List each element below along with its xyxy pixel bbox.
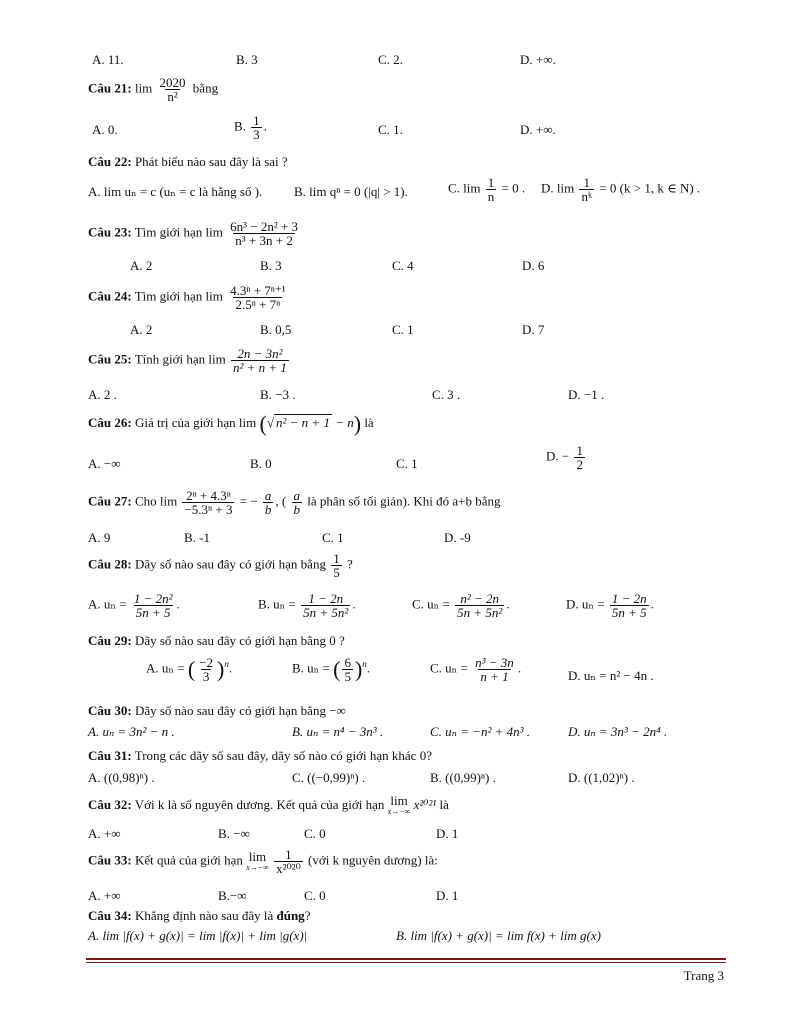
question-text: Phát biểu nào sau đây là sai ?: [134, 154, 288, 169]
option-b: B. 3: [260, 258, 282, 273]
question-29: [88, 633, 345, 649]
option-d: D. 1: [436, 888, 459, 903]
question-text: Dãy số nào sau đây có giới hạn bằng: [134, 556, 326, 572]
question-30: [88, 703, 346, 719]
option-a: A. 2: [130, 258, 153, 273]
question-text: lim: [134, 80, 153, 96]
option-b: B. lim qⁿ = 0 (|q| > 1).: [294, 184, 408, 199]
sqrt-expression: n² − n + 1: [276, 414, 330, 430]
footer-rule: [86, 958, 726, 960]
fraction: $\frac{\text{2ⁿ + 4.3ⁿ}}{\text{−5.3ⁿ + 3}}$: [184, 488, 233, 517]
question-34: Câu 34: Khẳng định nào sau đây là đúng?: [88, 908, 311, 923]
option-b: B. uₙ = ( $\frac{6}{5}$ )$^n$.: [292, 655, 371, 684]
question-label: Câu 25:: [88, 351, 132, 367]
option-c: C. 1: [396, 456, 418, 471]
option-a: A. 2: [130, 322, 153, 337]
question-28: Câu 28: Dãy số nào sau đây có giới hạn bằng $\frac{1}{5}$ ?: [88, 551, 353, 580]
option-b: B. −∞: [218, 826, 250, 841]
page-number: Trang 3: [683, 968, 724, 983]
option-a: A. 0.: [92, 122, 118, 137]
option-d: D. lim $\frac{1}{\text{nᵏ}}$ = 0 (k > 1, k ∈ N) .: [541, 175, 701, 204]
option-d: D. ((1,02)ⁿ) .: [568, 770, 635, 785]
question-label: Câu 33:: [88, 852, 132, 868]
question-label: Câu 21:: [88, 80, 132, 96]
option-d: D. − $\frac{1}{2}$: [546, 443, 583, 472]
question-32: Câu 32: Với k là số nguyên dương. Kết quả của giới hạn lim x→−∞ x²⁰²¹ là: [88, 793, 449, 816]
question-text: Tìm giới hạn lim: [134, 288, 223, 304]
options-29: [0, 656, 792, 696]
option-a: A. lim uₙ = c (uₙ = c là hằng số ).: [88, 184, 263, 199]
question-text-post: bằng: [192, 80, 219, 96]
option-a: A. −∞: [88, 456, 121, 471]
question-label: Câu 27:: [88, 493, 132, 509]
option-c: C. 1.: [378, 122, 403, 137]
option-b: B. 3: [236, 52, 258, 67]
option-a: A. +∞: [88, 888, 121, 903]
option-d: D. uₙ = 3n³ − 2n⁴ .: [568, 724, 668, 739]
option-c: C. 2.: [378, 52, 403, 67]
options-26: [0, 444, 792, 484]
option-a: A. uₙ = $\frac{\text{1 − 2n²}}{5n + 5}$ .: [88, 591, 180, 620]
question-text: Với k là số nguyên dương. Kết quả của giới hạn: [134, 796, 385, 812]
option-a: A. uₙ = 3n² − n .: [88, 724, 175, 739]
option-c: C. 1: [392, 322, 414, 337]
question-25: [88, 347, 291, 374]
option-a: A. +∞: [88, 826, 121, 841]
question-text: Dãy số nào sau đây có giới hạn bằng 0 ?: [134, 633, 345, 648]
limit-operator: lim x→−∞: [246, 848, 269, 872]
option-b: B.−∞: [218, 888, 247, 903]
option-d: D. uₙ = $\frac{1 - 2n}{5n + 5}$ .: [566, 591, 654, 620]
question-23: [88, 220, 302, 247]
question-22: [88, 154, 288, 170]
option-d: D. 1: [436, 826, 459, 841]
fraction: $\frac{\text{6n³ − 2n² + 3}}{\text{n³ + 3n + 2}}$: [230, 219, 299, 248]
option-b: B. 0,5: [260, 322, 292, 337]
option-a: A. 9: [88, 530, 111, 545]
question-label: Câu 24:: [88, 288, 132, 304]
question-31: [88, 748, 432, 764]
footer-rule-thin: [86, 962, 726, 963]
question-text: Trong các dãy số sau đây, dãy số nào có giới hạn khác 0?: [134, 748, 432, 763]
option-c: C. 3 .: [432, 387, 461, 402]
options-28: [0, 592, 792, 632]
option-c: C. 1: [322, 530, 344, 545]
question-text: Kết quả của giới hạn: [134, 852, 243, 868]
option-b: B. uₙ = $\frac{1 - 2n}{\text{5n + 5n²}}$ .: [258, 591, 356, 620]
question-33: Câu 33: Kết quả của giới hạn lim x→−∞ $\frac{1}{\text{x²⁰²⁰}}$ (với k nguyên dương) là:: [88, 847, 438, 876]
option-d: D. −1 .: [568, 387, 605, 402]
question-label: Câu 31:: [88, 748, 132, 763]
option-b: B. −3 .: [260, 387, 296, 402]
question-text: Dãy số nào sau đây có giới hạn bằng −∞: [134, 703, 346, 718]
option-b: B. uₙ = n⁴ − 3n³ .: [292, 724, 384, 739]
option-b: B. 0: [250, 456, 272, 471]
options-22: [0, 176, 792, 216]
question-text: Cho lim: [134, 493, 178, 509]
option-d: D. +∞.: [520, 122, 556, 137]
fraction: $\frac{\text{2n − 3n²}}{\text{n² + n + 1}}$: [232, 346, 287, 375]
option-d: D. -9: [444, 530, 471, 545]
question-label: Câu 28:: [88, 556, 132, 572]
question-text: Giá trị của giới hạn lim: [134, 414, 257, 430]
option-b: C. ((−0,99)ⁿ) .: [292, 770, 366, 785]
question-text: Tìm giới hạn lim: [134, 224, 223, 240]
question-24: [88, 284, 290, 311]
option-c: C. uₙ = −n² + 4n³ .: [430, 724, 531, 739]
option-b: B. lim |f(x) + g(x)| = lim f(x) + lim g(x): [396, 928, 601, 943]
limit-operator: lim x→−∞: [387, 793, 411, 816]
option-d: D. +∞.: [520, 52, 556, 67]
option-c: C. lim $\frac{1}{n}$ = 0 .: [448, 175, 526, 204]
question-27: Câu 27: Cho lim $\frac{\text{2ⁿ + 4.3ⁿ}}{\text{−5.3ⁿ + 3}}$ = − $\frac{a}{b}$ , ( $\frac{a}{b}$ là phân số tối giản). Khi đó a+b bằng: [88, 488, 501, 517]
question-label: Câu 26:: [88, 414, 132, 430]
option-a: A. 11.: [92, 52, 124, 67]
option-c: C. uₙ = $\frac{\text{n³ − 3n}}{n + 1}$ .: [430, 655, 522, 684]
question-text: Tính giới hạn lim: [134, 351, 226, 367]
question-26: Câu 26: Giá trị của giới hạn lim (√ n² − n + 1 − n) là: [88, 411, 374, 436]
question-label: Câu 30:: [88, 703, 132, 718]
option-b: B. $\frac{1}{3}$ .: [234, 113, 267, 142]
option-a: A. ((0,98)ⁿ) .: [88, 770, 155, 785]
question-label: Câu 23:: [88, 224, 132, 240]
option-a: A. 2 .: [88, 387, 117, 402]
question-label: Câu 34:: [88, 908, 132, 923]
option-c: C. 0: [304, 888, 326, 903]
fraction: $\frac{2020}{\text{n²}}$: [159, 75, 186, 104]
question-label: Câu 29:: [88, 633, 132, 648]
question-21: [88, 76, 218, 103]
option-d: D. 7: [522, 322, 545, 337]
option-c: C. 4: [392, 258, 414, 273]
option-a: A. uₙ = ( $\frac{-2}{3}$ )$^n$.: [146, 655, 233, 684]
options-21: [0, 113, 792, 158]
option-c: C. uₙ = $\frac{\text{n² − 2n}}{\text{5n + 5n²}}$ .: [412, 591, 510, 620]
question-label: Câu 32:: [88, 796, 132, 812]
option-b: B. -1: [184, 530, 210, 545]
option-d: D. uₙ = n² − 4n .: [568, 668, 654, 683]
option-a: A. lim |f(x) + g(x)| = lim |f(x)| + lim |g(x)|: [88, 928, 308, 943]
question-label: Câu 22:: [88, 154, 132, 169]
option-d: D. 6: [522, 258, 545, 273]
fraction: $\frac{\text{4.3ⁿ + 7ⁿ⁺¹}}{\text{2.5ⁿ + 7ⁿ}}$: [230, 283, 286, 312]
option-c: C. 0: [304, 826, 326, 841]
option-c: B. ((0,99)ⁿ) .: [430, 770, 496, 785]
